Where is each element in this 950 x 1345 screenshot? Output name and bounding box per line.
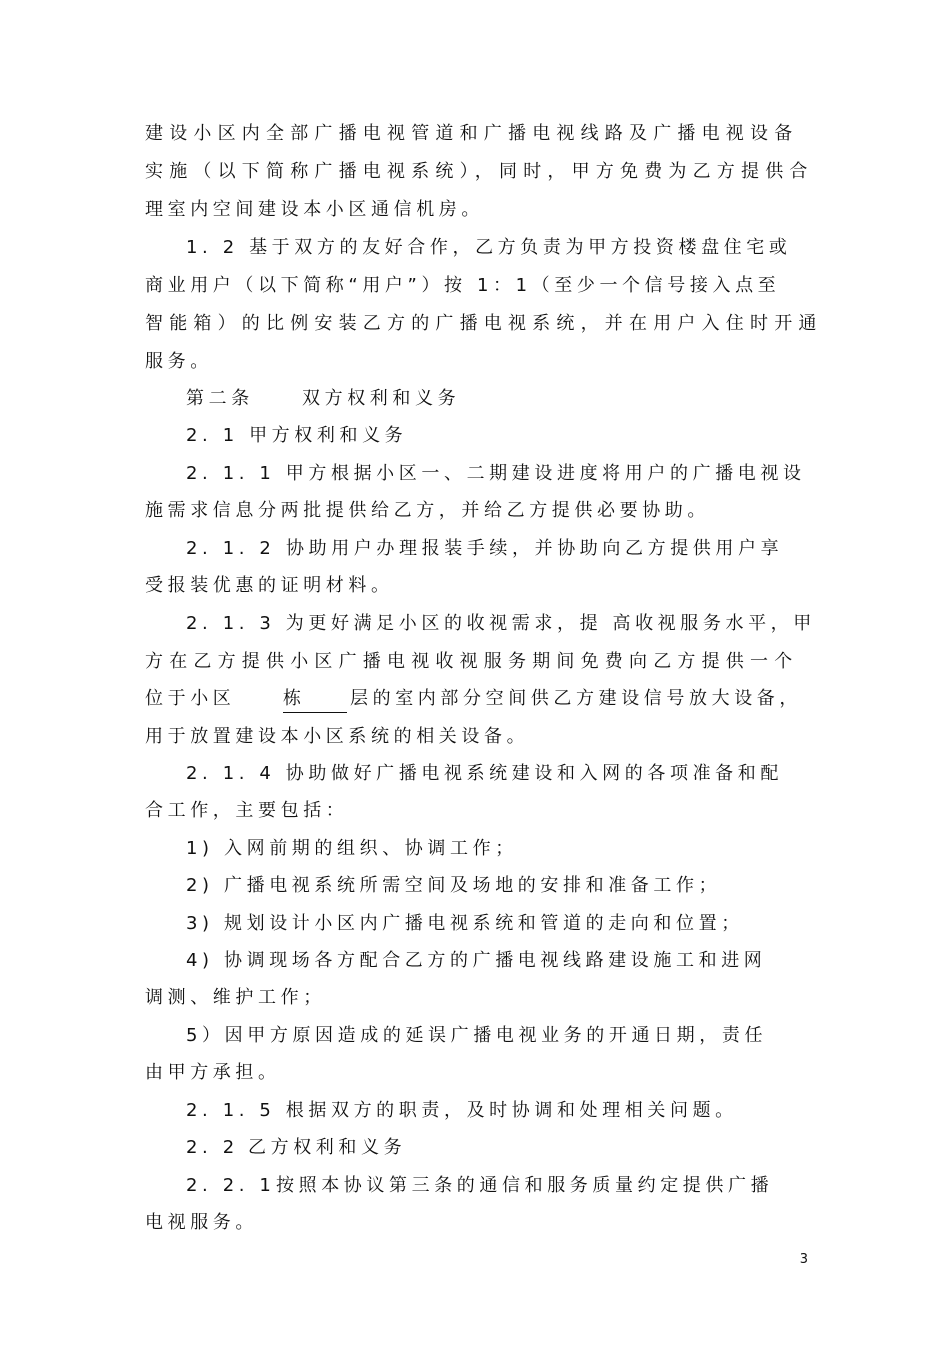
list-item xyxy=(0,830,950,868)
list-item xyxy=(0,979,950,1017)
clause-number: 2. 2. 1 xyxy=(186,1175,276,1196)
text-line: 按照本协议第三条的通信和服务质量约定提供广播 xyxy=(276,1175,774,1196)
text-line: 合工作，主要包括： xyxy=(145,800,349,821)
text-line: 1) 入网前期的组织、协调工作； xyxy=(186,838,518,859)
text-line: 商业用户（以下简称“用户”）按 1：1（至少一个信号接入点至 xyxy=(145,275,781,296)
text-line: 2) 广播电视系统所需空间及场地的安排和准备工作； xyxy=(186,875,722,896)
paragraph-line xyxy=(0,305,950,343)
text-line: 服务。 xyxy=(145,351,213,372)
paragraph-line xyxy=(0,153,950,191)
subsection-heading xyxy=(0,417,950,455)
subsection-title: 乙方权利和义务 xyxy=(248,1137,407,1158)
paragraph-line xyxy=(0,229,950,267)
paragraph-line xyxy=(0,1092,950,1130)
text-line: 2. 1. 4 协助做好广播电视系统建设和入网的各项准备和配 xyxy=(186,763,783,784)
paragraph-line xyxy=(0,492,950,530)
text-line: 电视服务。 xyxy=(145,1212,258,1233)
list-item xyxy=(0,1017,950,1055)
text-line: 智能箱）的比例安装乙方的广播电视系统，并在用户入住时开通 xyxy=(145,313,823,334)
paragraph-line xyxy=(0,455,950,493)
paragraph-line xyxy=(0,191,950,229)
text-line: 4) 协调现场各方配合乙方的广播电视线路建设施工和进网 xyxy=(186,950,767,971)
text-line: 位于小区 xyxy=(145,688,236,709)
text-line: 协助用户办理报装手续，并协助向乙方提供用户享 xyxy=(286,538,784,559)
paragraph-line xyxy=(0,530,950,568)
text-line: 受报装优惠的证明材料。 xyxy=(145,575,394,596)
page-number: 3 xyxy=(799,1252,808,1267)
paragraph-line xyxy=(0,718,950,756)
paragraph-line xyxy=(0,680,950,718)
text-line: 2. 1. 3 为更好满足小区的收视需求，提 高收视服务水平，甲 xyxy=(186,613,816,634)
text-line: 实施（以下简称广播电视系统），同时，甲方免费为乙方提供合 xyxy=(145,161,814,182)
text-line: 5）因甲方原因造成的延误广播电视业务的开通日期，责任 xyxy=(186,1025,768,1046)
building-blank xyxy=(283,680,347,718)
list-item xyxy=(0,1054,950,1092)
text-line: 调测、维护工作； xyxy=(145,987,326,1008)
text-line: 施需求信息分两批提供给乙方，并给乙方提供必要协助。 xyxy=(145,500,710,521)
building-field: 栋 xyxy=(283,686,347,713)
text-line: 建设小区内全部广播电视管道和广播电视线路及广播电视设备 xyxy=(145,123,799,144)
text-line: 用于放置建设本小区系统的相关设备。 xyxy=(145,726,530,747)
paragraph-line xyxy=(0,792,950,830)
section-heading xyxy=(0,380,950,418)
list-item xyxy=(0,867,950,905)
text-line: 2. 1. 5 根据双方的职责，及时协调和处理相关问题。 xyxy=(186,1100,738,1121)
article-title: 双方权利和义务 xyxy=(302,388,461,409)
list-item xyxy=(0,942,950,980)
clause-number: 2. 2 xyxy=(186,1137,239,1158)
paragraph-line xyxy=(0,1204,950,1242)
subsection-heading xyxy=(0,1129,950,1167)
paragraph-line xyxy=(0,1167,950,1205)
paragraph-line xyxy=(0,115,950,153)
list-item xyxy=(0,905,950,943)
paragraph-line xyxy=(0,343,950,381)
text-line: 方在乙方提供小区广播电视收视服务期间免费向乙方提供一个 xyxy=(145,651,799,672)
text-line: 层的室内部分空间供乙方建设信号放大设备， xyxy=(350,688,802,709)
paragraph-line xyxy=(0,605,950,643)
paragraph-line xyxy=(0,643,950,681)
text-line: 2. 1 甲方权利和义务 xyxy=(186,425,408,446)
text-line: 由甲方承担。 xyxy=(145,1062,281,1083)
text-line: 理室内空间建设本小区通信机房。 xyxy=(145,199,484,220)
text-line: 1. 2 基于双方的友好合作，乙方负责为甲方投资楼盘住宅或 xyxy=(186,237,792,258)
article-number: 第二条 xyxy=(186,388,254,409)
text-line: 2. 1. 1 甲方根据小区一、二期建设进度将用户的广播电视设 xyxy=(186,463,806,484)
paragraph-line xyxy=(0,567,950,605)
paragraph-line xyxy=(0,267,950,305)
text-line: 3) 规划设计小区内广播电视系统和管道的走向和位置； xyxy=(186,913,744,934)
clause-number: 2. 1. 2 xyxy=(186,538,276,559)
paragraph-line xyxy=(0,755,950,793)
